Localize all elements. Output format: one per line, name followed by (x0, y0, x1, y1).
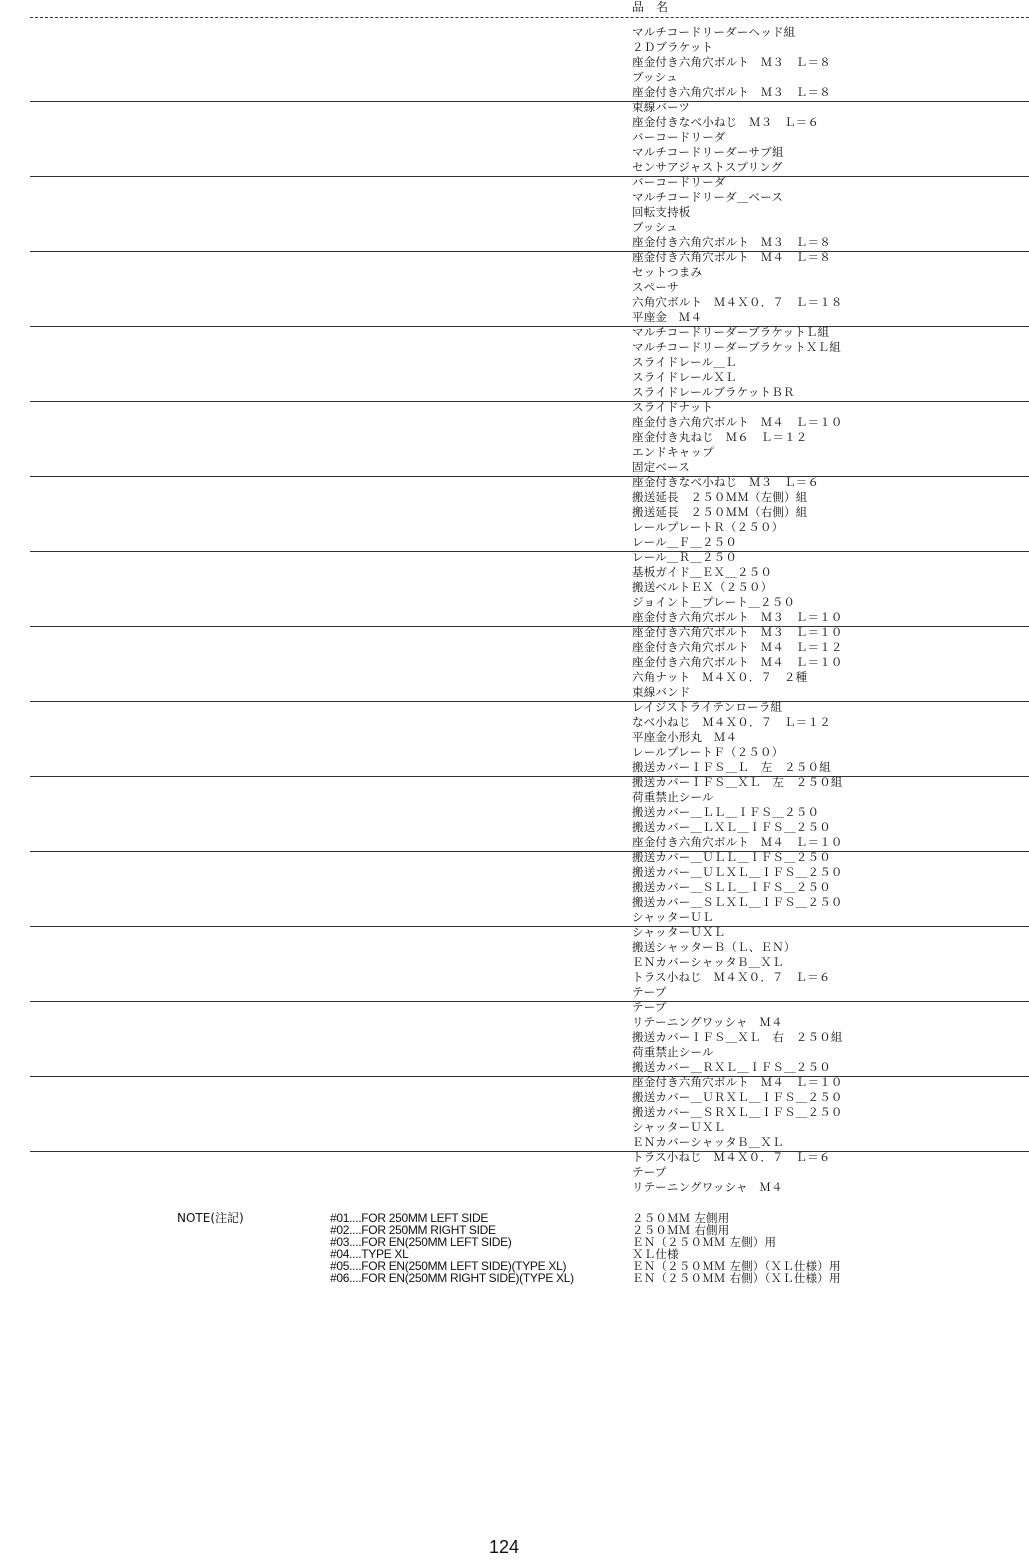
parts-group (0, 326, 1029, 401)
part-name: 六角ナット Ｍ４Ｘ０．７ ２種 (632, 670, 808, 684)
parts-group (0, 851, 1029, 926)
part-name: テープ (632, 1165, 667, 1179)
part-name: 座金付き六角穴ボルト Ｍ３ Ｌ＝１０ (632, 610, 843, 624)
part-name: 搬送カバー＿ＵＬＸＬ＿ＩＦＳ＿２５０ (632, 865, 843, 879)
parts-group (0, 26, 1029, 101)
part-name: 束線バーツ (632, 100, 691, 114)
part-name: スライドレールＸＬ (632, 370, 737, 384)
part-name: マルチコードリーダーブラケットＬ組 (632, 325, 830, 339)
part-name: 搬送カバーＩＦＳ＿ＸＬ 左 ２５０組 (632, 775, 843, 789)
part-name: 座金付き六角穴ボルト Ｍ４ Ｌ＝８ (632, 250, 831, 264)
part-name: なべ小ねじ Ｍ４Ｘ０．７ Ｌ＝１２ (632, 715, 831, 729)
note-row (0, 1272, 1029, 1284)
note-description: ＸＬ仕様 (632, 1247, 679, 1261)
part-name: 座金付き六角穴ボルト Ｍ４ Ｌ＝１０ (632, 655, 843, 669)
note-row (0, 1212, 1029, 1224)
part-name: 座金付き六角穴ボルト Ｍ３ Ｌ＝８ (632, 235, 831, 249)
notes-title: NOTE(注記) (177, 1211, 244, 1225)
part-name: 六角穴ボルト Ｍ４Ｘ０．７ Ｌ＝１８ (632, 295, 843, 309)
part-name: エンドキャップ (632, 445, 714, 459)
part-name: レイジストライテンローラ組 (632, 700, 783, 714)
parts-group (0, 776, 1029, 851)
part-name: 座金付き六角穴ボルト Ｍ３ Ｌ＝８ (632, 55, 831, 69)
note-row (0, 1236, 1029, 1248)
page-number: 124 (489, 1537, 520, 1557)
parts-group (0, 1076, 1029, 1151)
part-name: 束線バンド (632, 685, 691, 699)
part-name: 座金付き六角穴ボルト Ｍ４ Ｌ＝１２ (632, 640, 843, 654)
note-code: #04....TYPE XL (330, 1247, 409, 1261)
part-name: 回転支持板 (632, 205, 691, 219)
part-name: 荷重禁止シール (632, 790, 714, 804)
note-description: ＥＮ（２５０ＭＭ 右側）（ＸＬ仕様）用 (632, 1271, 841, 1285)
part-name: スペーサ (632, 280, 679, 294)
part-name: 搬送ベルトＥＸ（２５０） (632, 580, 773, 594)
note-code: #05....FOR EN(250MM LEFT SIDE)(TYPE XL) (330, 1259, 567, 1273)
note-code: #03....FOR EN(250MM LEFT SIDE) (330, 1235, 512, 1249)
part-name: 搬送カバーＩＦＳ＿ＸＬ 右 ２５０組 (632, 1030, 843, 1044)
parts-group (0, 626, 1029, 701)
part-name: バーコードリーダ (632, 175, 726, 189)
part-name: 座金付き丸ねじ Ｍ６ Ｌ＝１２ (632, 430, 808, 444)
part-name: レール＿Ｒ＿２５０ (632, 550, 738, 564)
part-name: レールプレートＲ（２５０） (632, 520, 784, 534)
part-name: マルチコードリーダ＿ベース (632, 190, 784, 204)
part-name: 座金付き六角穴ボルト Ｍ４ Ｌ＝１０ (632, 415, 843, 429)
note-description: ２５０ＭＭ 左側用 (632, 1211, 730, 1225)
part-name: 座金付きなべ小ねじ Ｍ３ Ｌ＝６ (632, 475, 820, 489)
parts-group (0, 176, 1029, 251)
part-name: テープ (632, 1000, 667, 1014)
part-name: 座金付き六角穴ボルト Ｍ４ Ｌ＝１０ (632, 1075, 843, 1089)
parts-group (0, 476, 1029, 551)
part-name: 座金付き六角穴ボルト Ｍ４ Ｌ＝１０ (632, 835, 843, 849)
part-name: センサアジャストスプリング (632, 160, 783, 174)
part-name: スライドレール＿Ｌ (632, 355, 737, 369)
note-code: #01....FOR 250MM LEFT SIDE (330, 1211, 489, 1225)
part-name: 搬送カバーＩＦＳ＿Ｌ 左 ２５０組 (632, 760, 831, 774)
part-name: ＥＮカバーシャッタＢ＿ＸＬ (632, 1135, 784, 1149)
note-code: #06....FOR EN(250MM RIGHT SIDE)(TYPE XL) (330, 1271, 574, 1285)
parts-group (0, 251, 1029, 326)
part-name: ブッシュ (632, 70, 678, 84)
part-name: 平座金 Ｍ４ (632, 310, 703, 324)
part-name: 搬送カバー＿ＳＲＸＬ＿ＩＦＳ＿２５０ (632, 1105, 843, 1119)
part-name: トラス小ねじ Ｍ４Ｘ０．７ Ｌ＝６ (632, 1150, 831, 1164)
part-name: リテーニングワッシャ Ｍ４ (632, 1180, 783, 1194)
parts-group (0, 401, 1029, 476)
part-name: ＥＮカバーシャッタＢ＿ＸＬ (632, 955, 784, 969)
part-name: 座金付き六角穴ボルト Ｍ３ Ｌ＝８ (632, 85, 831, 99)
parts-list (0, 26, 1029, 1226)
part-name: 搬送カバー＿ＲＸＬ＿ＩＦＳ＿２５０ (632, 1060, 831, 1074)
part-name: シャッターＵＸＬ (632, 1120, 726, 1134)
part-name: 搬送カバー＿ＵＲＸＬ＿ＩＦＳ＿２５０ (632, 1090, 843, 1104)
parts-group (0, 1001, 1029, 1076)
part-name: 搬送延長 ２５０ＭＭ（左側）組 (632, 490, 808, 504)
part-name: マルチコードリーダーサブ組 (632, 145, 784, 159)
part-name: リテーニングワッシャ Ｍ４ (632, 1015, 783, 1029)
part-name: トラス小ねじ Ｍ４Ｘ０．７ Ｌ＝６ (632, 970, 831, 984)
part-name: 搬送カバー＿ＬＸＬ＿ＩＦＳ＿２５０ (632, 820, 831, 834)
part-name: セットつまみ (632, 265, 703, 279)
part-name: 座金付き六角穴ボルト Ｍ３ Ｌ＝１０ (632, 625, 843, 639)
part-name: ２Ｄブラケット (632, 40, 714, 54)
parts-group (0, 551, 1029, 626)
part-name: 基板ガイド＿ＥＸ＿２５０ (632, 565, 773, 579)
part-name: 座金付きなべ小ねじ Ｍ３ Ｌ＝６ (632, 115, 820, 129)
parts-group (0, 101, 1029, 176)
part-name: 荷重禁止シール (632, 1045, 714, 1059)
part-name: レールプレートＦ（２５０） (632, 745, 784, 759)
part-name: ジョイント＿プレート＿２５０ (632, 595, 796, 609)
part-name: スライドナット (632, 400, 714, 414)
part-name: 搬送カバー＿ＬＬ＿ＩＦＳ＿２５０ (632, 805, 820, 819)
part-name: 搬送カバー＿ＳＬＸＬ＿ＩＦＳ＿２５０ (632, 895, 843, 909)
note-description: ＥＮ（２５０ＭＭ 左側）用 (632, 1235, 777, 1249)
part-name: 搬送延長 ２５０ＭＭ（右側）組 (632, 505, 808, 519)
part-name: ブッシュ (632, 220, 678, 234)
note-row (0, 1224, 1029, 1236)
header-separator (30, 17, 1029, 18)
part-name: レール＿Ｆ＿２５０ (632, 535, 738, 549)
part-name: シャッターＵＸＬ (632, 925, 726, 939)
part-name: バーコードリーダ (632, 130, 726, 144)
note-code: #02....FOR 250MM RIGHT SIDE (330, 1223, 496, 1237)
parts-group (0, 926, 1029, 1001)
part-name: テープ (632, 985, 667, 999)
column-header-part-name: 品 名 (632, 0, 669, 14)
part-name: シャッターＵＬ (632, 910, 714, 924)
part-name: 搬送カバー＿ＵＬＬ＿ＩＦＳ＿２５０ (632, 850, 831, 864)
part-name: スライドレールブラケットＢＲ (632, 385, 795, 399)
note-description: ２５０ＭＭ 右側用 (632, 1223, 730, 1237)
note-description: ＥＮ（２５０ＭＭ 左側）（ＸＬ仕様）用 (632, 1259, 841, 1273)
part-name: 搬送シャッターＢ（Ｌ、ＥＮ） (632, 940, 796, 954)
part-name: 固定ベース (632, 460, 690, 474)
part-name: 搬送カバー＿ＳＬＬ＿ＩＦＳ＿２５０ (632, 880, 831, 894)
part-name: 平座金小形丸 Ｍ４ (632, 730, 738, 744)
part-name: マルチコードリーダーヘッド組 (632, 25, 796, 39)
part-name: マルチコードリーダーブラケットＸＬ組 (632, 340, 841, 354)
parts-group (0, 701, 1029, 776)
